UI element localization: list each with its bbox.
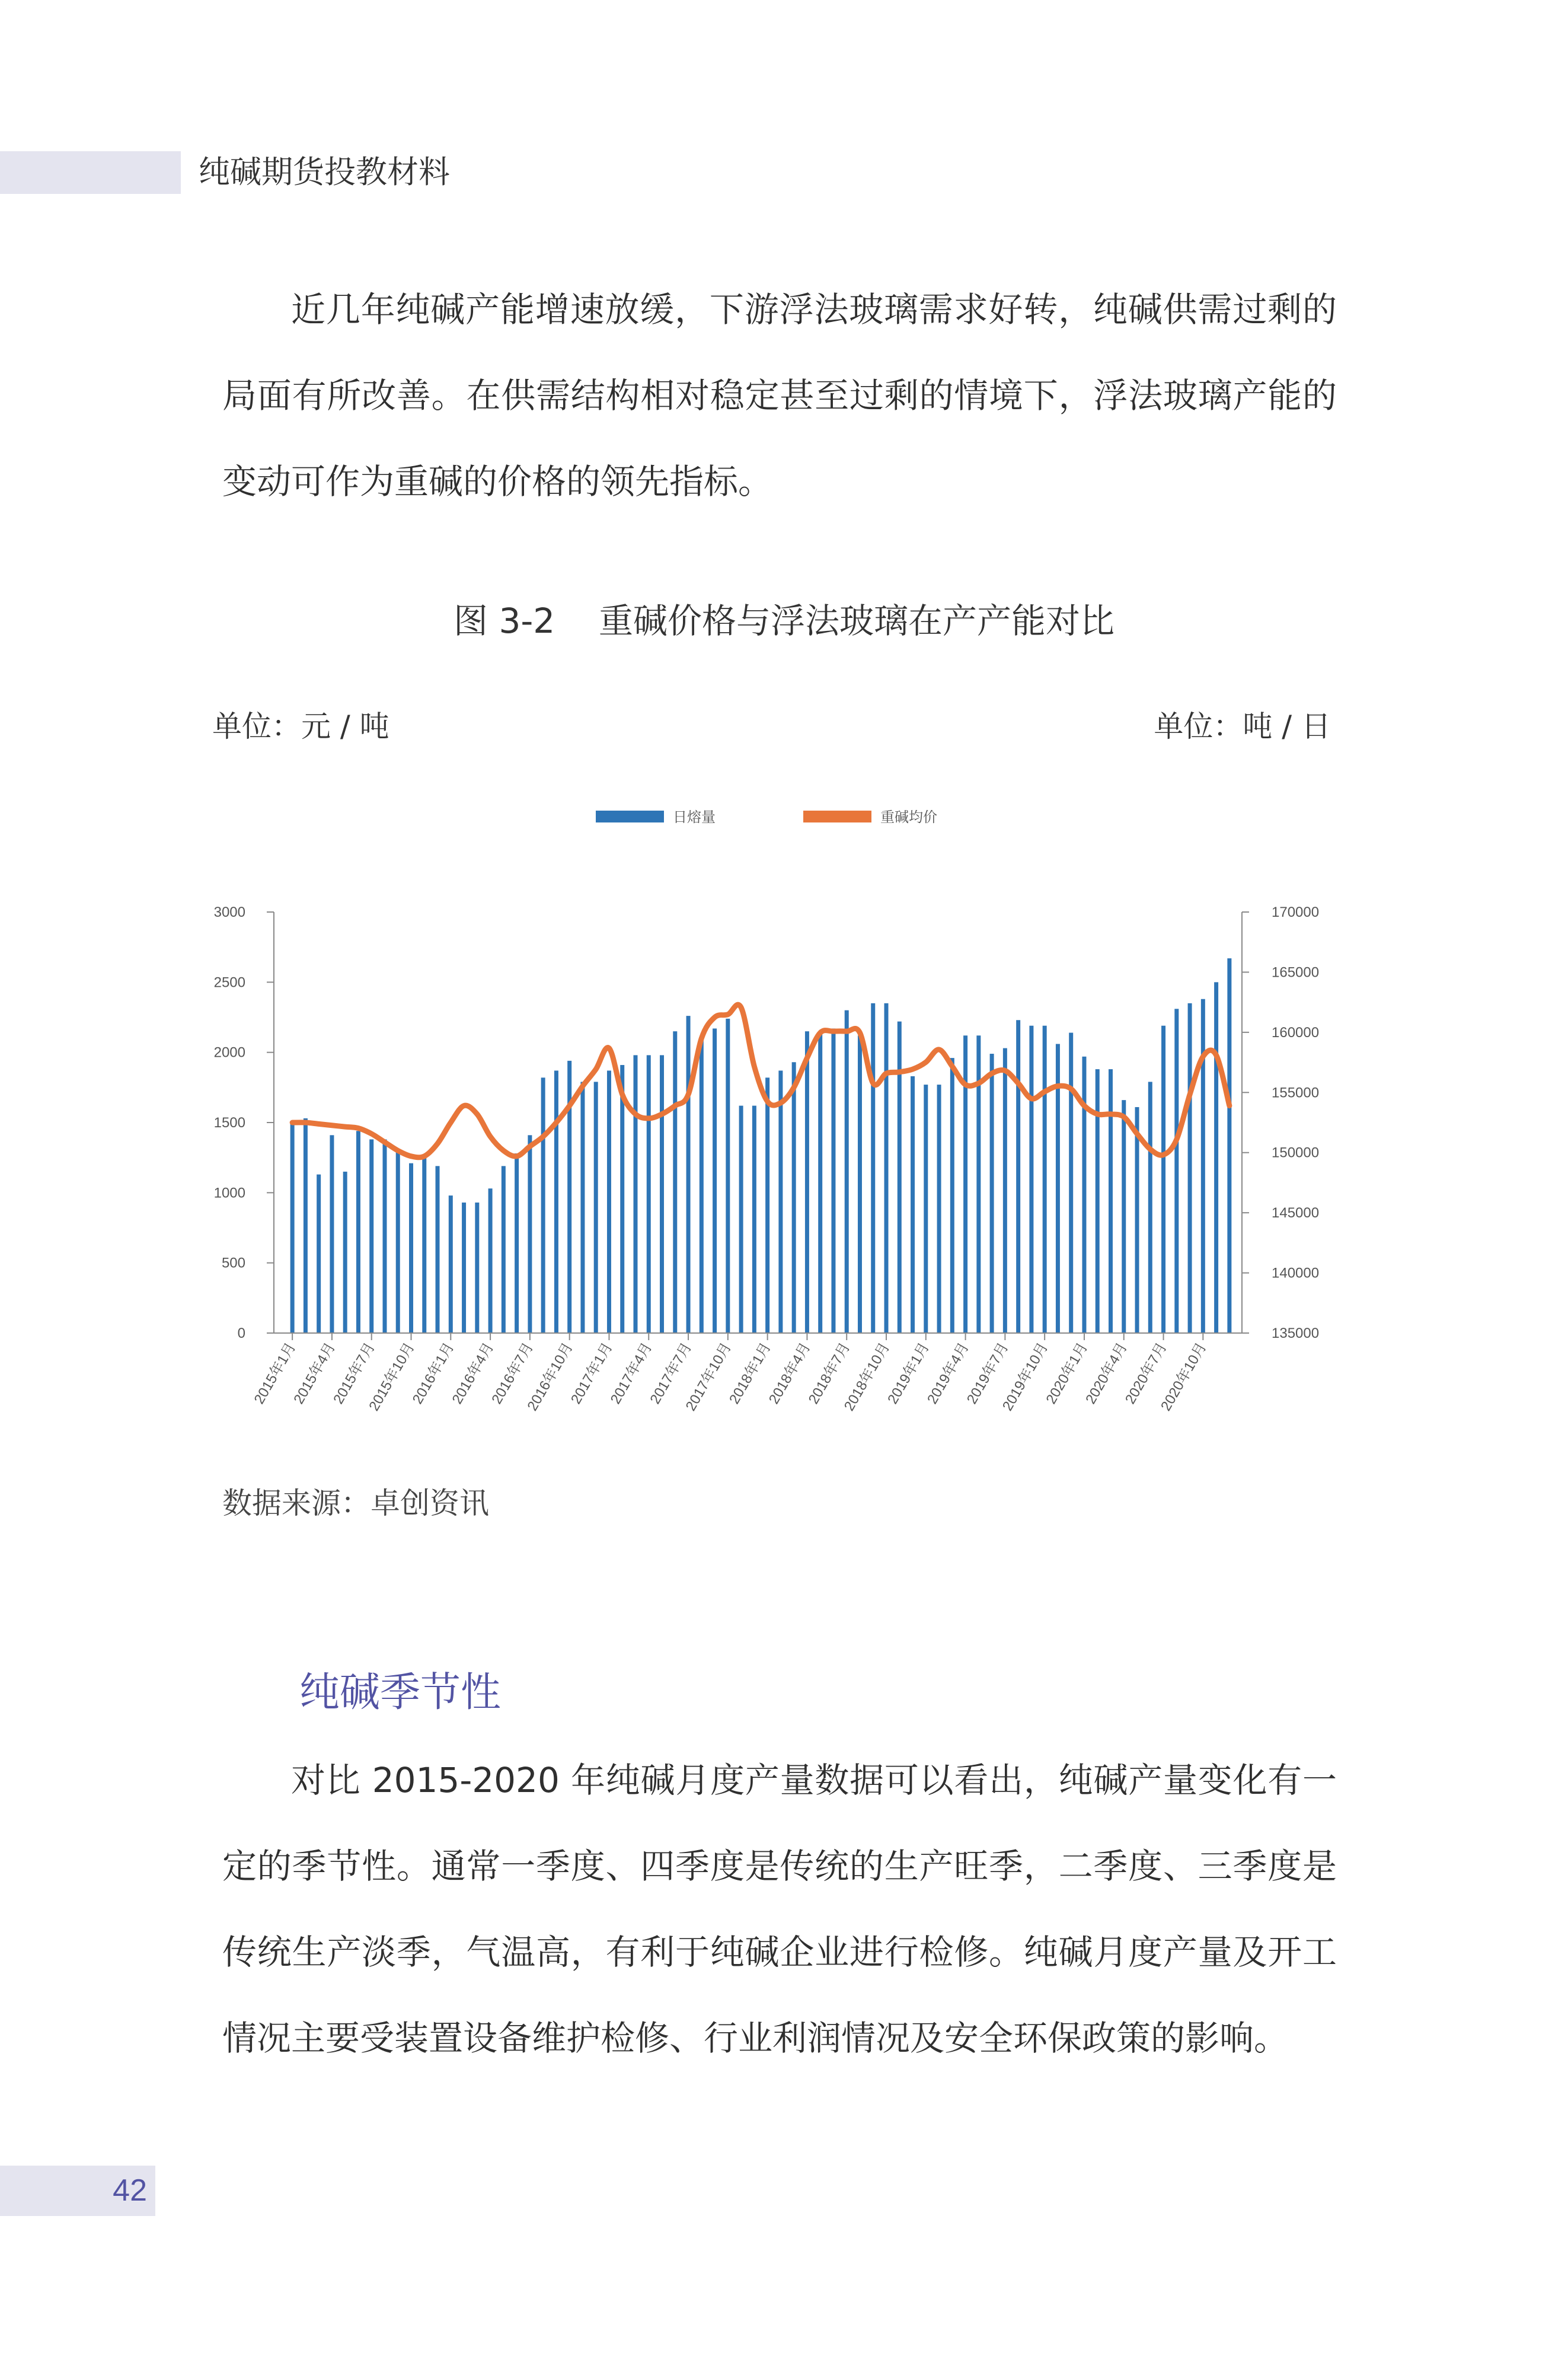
left-tick-label: 1000 [213,1185,245,1201]
bar [1043,1026,1047,1333]
x-tick-label: 2015年4月 [290,1340,339,1407]
bar [713,1028,717,1333]
x-tick-label: 2017年7月 [647,1340,695,1407]
chart-legend [596,809,937,825]
bar [818,1031,822,1333]
legend-swatch-bars [596,811,664,822]
x-tick-label: 2018年7月 [805,1340,854,1407]
bar [330,1135,334,1333]
left-unit-label: 单位：元 / 吨 [212,709,389,744]
bar [924,1085,928,1333]
bar [660,1055,664,1333]
bar [1135,1107,1139,1333]
right-tick-label: 155000 [1272,1085,1320,1101]
left-tick-label: 500 [221,1255,245,1271]
bar [369,1139,373,1333]
bar [726,1019,730,1333]
season-paragraph-text: 对比 2015-2020 年纯碱月度产量数据可以看出，纯碱产量变化有一定的季节性。通常一季度、四季度是传统的生产旺季，二季度、三季度是传统生产淡季，气温高，有利于纯碱企业进行检修。纯碱月度产量及开工情况主要受装置设备维护检修、行业利润情况及安全环保政策的影响。 [222,1760,1337,2058]
right-tick-label: 160000 [1272,1024,1320,1041]
bar [1148,1082,1152,1333]
intro-paragraph [222,267,1337,525]
page-number: 42 [113,2173,147,2208]
bar [488,1188,493,1333]
bar [858,1035,862,1333]
x-tick-label: 2015年7月 [330,1340,378,1407]
bar [580,1082,585,1333]
bar [673,1031,677,1333]
line-series-path [292,1005,1230,1158]
x-tick-label: 2016年1月 [409,1340,458,1407]
bar [884,1003,889,1333]
bar [1003,1048,1007,1333]
x-tick-label: 2017年1月 [567,1340,616,1407]
bar [647,1055,651,1333]
bar [1201,999,1205,1333]
legend-label-line: 重碱均价 [880,809,937,825]
figure-source: 数据来源：卓创资讯 [222,1486,489,1520]
bar [1161,1026,1165,1333]
x-tick-label: 2015年1月 [251,1340,299,1407]
x-tick-label: 2019年7月 [963,1340,1012,1407]
bar [343,1172,347,1333]
bar [1029,1026,1033,1333]
x-tick-label: 2020年1月 [1043,1340,1091,1407]
bar [1016,1020,1020,1333]
x-tick-label: 2016年4月 [449,1340,497,1407]
season-paragraph [222,1737,1337,2081]
legend-swatch-line [803,811,871,822]
right-tick-label: 135000 [1272,1325,1320,1341]
bar [898,1022,902,1333]
bar [436,1166,440,1333]
bar [633,1055,637,1333]
right-tick-label: 140000 [1272,1265,1320,1281]
bar [304,1118,308,1333]
section-title: 纯碱季节性 [299,1669,502,1716]
bar [594,1082,598,1333]
left-tick-label: 1500 [213,1115,245,1131]
bar [1069,1033,1073,1333]
x-tick-label: 2018年1月 [726,1340,774,1407]
x-tick-label: 2018年4月 [765,1340,814,1407]
right-tick-label: 165000 [1272,964,1320,981]
x-tick-label: 2019年10月 [999,1340,1052,1414]
x-tick-label: 2020年7月 [1122,1340,1170,1407]
right-unit-label: 单位：吨 / 日 [1154,709,1331,744]
bar [462,1203,466,1333]
right-tick-label: 170000 [1272,904,1320,920]
bar [607,1070,611,1333]
bar [765,1077,769,1333]
bar [396,1150,400,1333]
bar [686,1016,691,1333]
bar [700,1037,704,1333]
x-tick-label: 2019年4月 [924,1340,972,1407]
x-tick-label: 2017年4月 [607,1340,656,1407]
x-tick-label: 2015年10月 [366,1340,418,1414]
bar [541,1077,545,1333]
chart [0,771,1568,1471]
x-tick-label: 2020年10月 [1158,1340,1210,1414]
left-tick-label: 3000 [213,904,245,920]
bar [739,1106,743,1333]
right-tick-label: 150000 [1272,1144,1320,1161]
bar [290,1123,295,1333]
figure-title: 图 3-2 重碱价格与浮法玻璃在产产能对比 [454,601,1114,641]
bar [752,1106,756,1333]
bar [382,1139,387,1333]
bar [475,1203,479,1333]
bar [409,1163,413,1333]
bar [515,1153,519,1333]
intro-paragraph-text: 近几年纯碱产能增速放缓，下游浮法玻璃需求好转，纯碱供需过剩的局面有所改善。在供需结构相对稳定甚至过剩的情境下，浮法玻璃产能的变动可作为重碱的价格的领先指标。 [222,289,1337,502]
bar [1109,1069,1113,1333]
left-tick-label: 0 [237,1325,245,1341]
bar [1188,1003,1192,1333]
bar [620,1065,624,1333]
bar [990,1054,994,1333]
bar [911,1076,915,1333]
bar [528,1135,532,1333]
x-tick-label: 2016年7月 [488,1340,537,1407]
right-tick-label: 145000 [1272,1205,1320,1222]
left-tick-label: 2500 [213,974,245,991]
bar [1214,982,1218,1333]
bar [950,1058,954,1333]
bar [871,1003,875,1333]
bar [356,1131,360,1333]
x-tick-label: 2018年10月 [841,1340,893,1414]
bar [831,1028,835,1333]
legend-label-bars: 日熔量 [673,809,716,825]
bar [792,1062,796,1333]
bar [422,1158,426,1333]
bar [937,1085,941,1333]
x-tick-label: 2020年4月 [1082,1340,1131,1407]
bar [1122,1100,1126,1333]
bar [1174,1009,1179,1333]
bar [502,1166,506,1333]
bar [317,1175,321,1333]
bar [778,1070,783,1333]
left-tick-label: 2000 [213,1044,245,1061]
bar [1227,958,1231,1333]
bar [1096,1069,1100,1333]
header-accent-bar [0,151,181,194]
bar [1082,1057,1086,1333]
x-tick-label: 2019年1月 [884,1340,933,1407]
bar-series-group [290,958,1232,1333]
line-series-group [292,1005,1230,1158]
bar [554,1070,558,1333]
bar [449,1195,453,1333]
x-tick-label: 2017年10月 [682,1340,735,1414]
bar [845,1010,849,1333]
bar [805,1031,809,1333]
x-tick-label: 2016年10月 [524,1340,576,1414]
running-header-title: 纯碱期货投教材料 [199,154,450,190]
